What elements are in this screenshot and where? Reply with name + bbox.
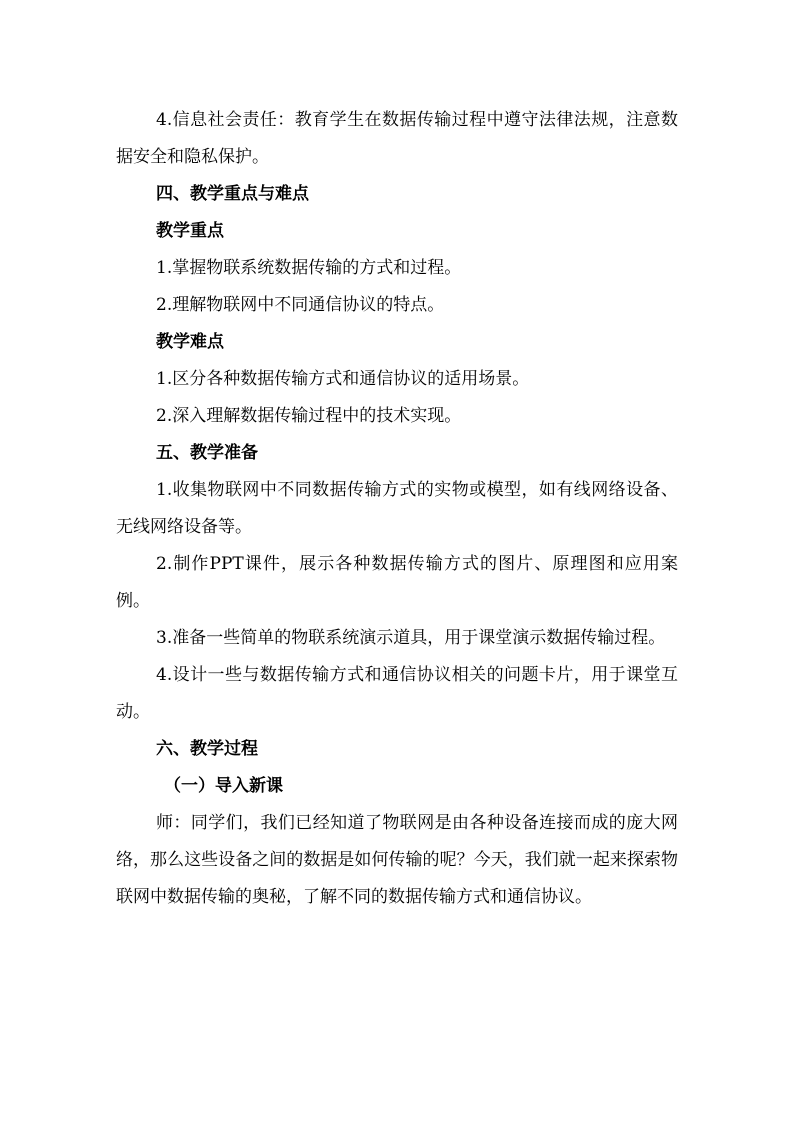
section-heading-preparation: 五、教学准备 [156, 443, 258, 463]
preparation-item-1: 1.收集物联网中不同数据传输方式的实物或模型，如有线网络设备、无线网络设备等。 [116, 480, 678, 537]
key-point-item-1: 1.掌握物联系统数据传输的方式和过程。 [156, 258, 462, 278]
preparation-item-2: 2.制作PPT课件，展示各种数据传输方式的图片、原理图和应用案例。 [116, 554, 678, 611]
preparation-item-4: 4.设计一些与数据传输方式和通信协议相关的问题卡片，用于课堂互动。 [116, 665, 678, 722]
subheading-introduction: （一）导入新课 [164, 776, 283, 796]
difficult-point-item-2: 2.深入理解数据传输过程中的技术实现。 [156, 406, 462, 426]
section-heading-process: 六、教学过程 [156, 739, 258, 759]
section-heading-key-points: 四、教学重点与难点 [156, 184, 309, 204]
subheading-difficult-points: 教学难点 [156, 332, 224, 352]
objective-paragraph-4: 4.信息社会责任：教育学生在数据传输过程中遵守法律法规，注意数据安全和隐私保护。 [116, 110, 678, 167]
introduction-paragraph: 师：同学们，我们已经知道了物联网是由各种设备连接而成的庞大网络，那么这些设备之间的数据是如何传输的呢？今天，我们就一起来探索物联网中数据传输的奥秘，了解不同的数据传输方式和通信协议。 [116, 813, 678, 907]
subheading-key-points: 教学重点 [156, 221, 224, 241]
key-point-item-2: 2.理解物联网中不同通信协议的特点。 [156, 295, 445, 315]
difficult-point-item-1: 1.区分各种数据传输方式和通信协议的适用场景。 [156, 369, 530, 389]
preparation-item-3: 3.准备一些简单的物联系统演示道具，用于课堂演示数据传输过程。 [156, 628, 666, 648]
